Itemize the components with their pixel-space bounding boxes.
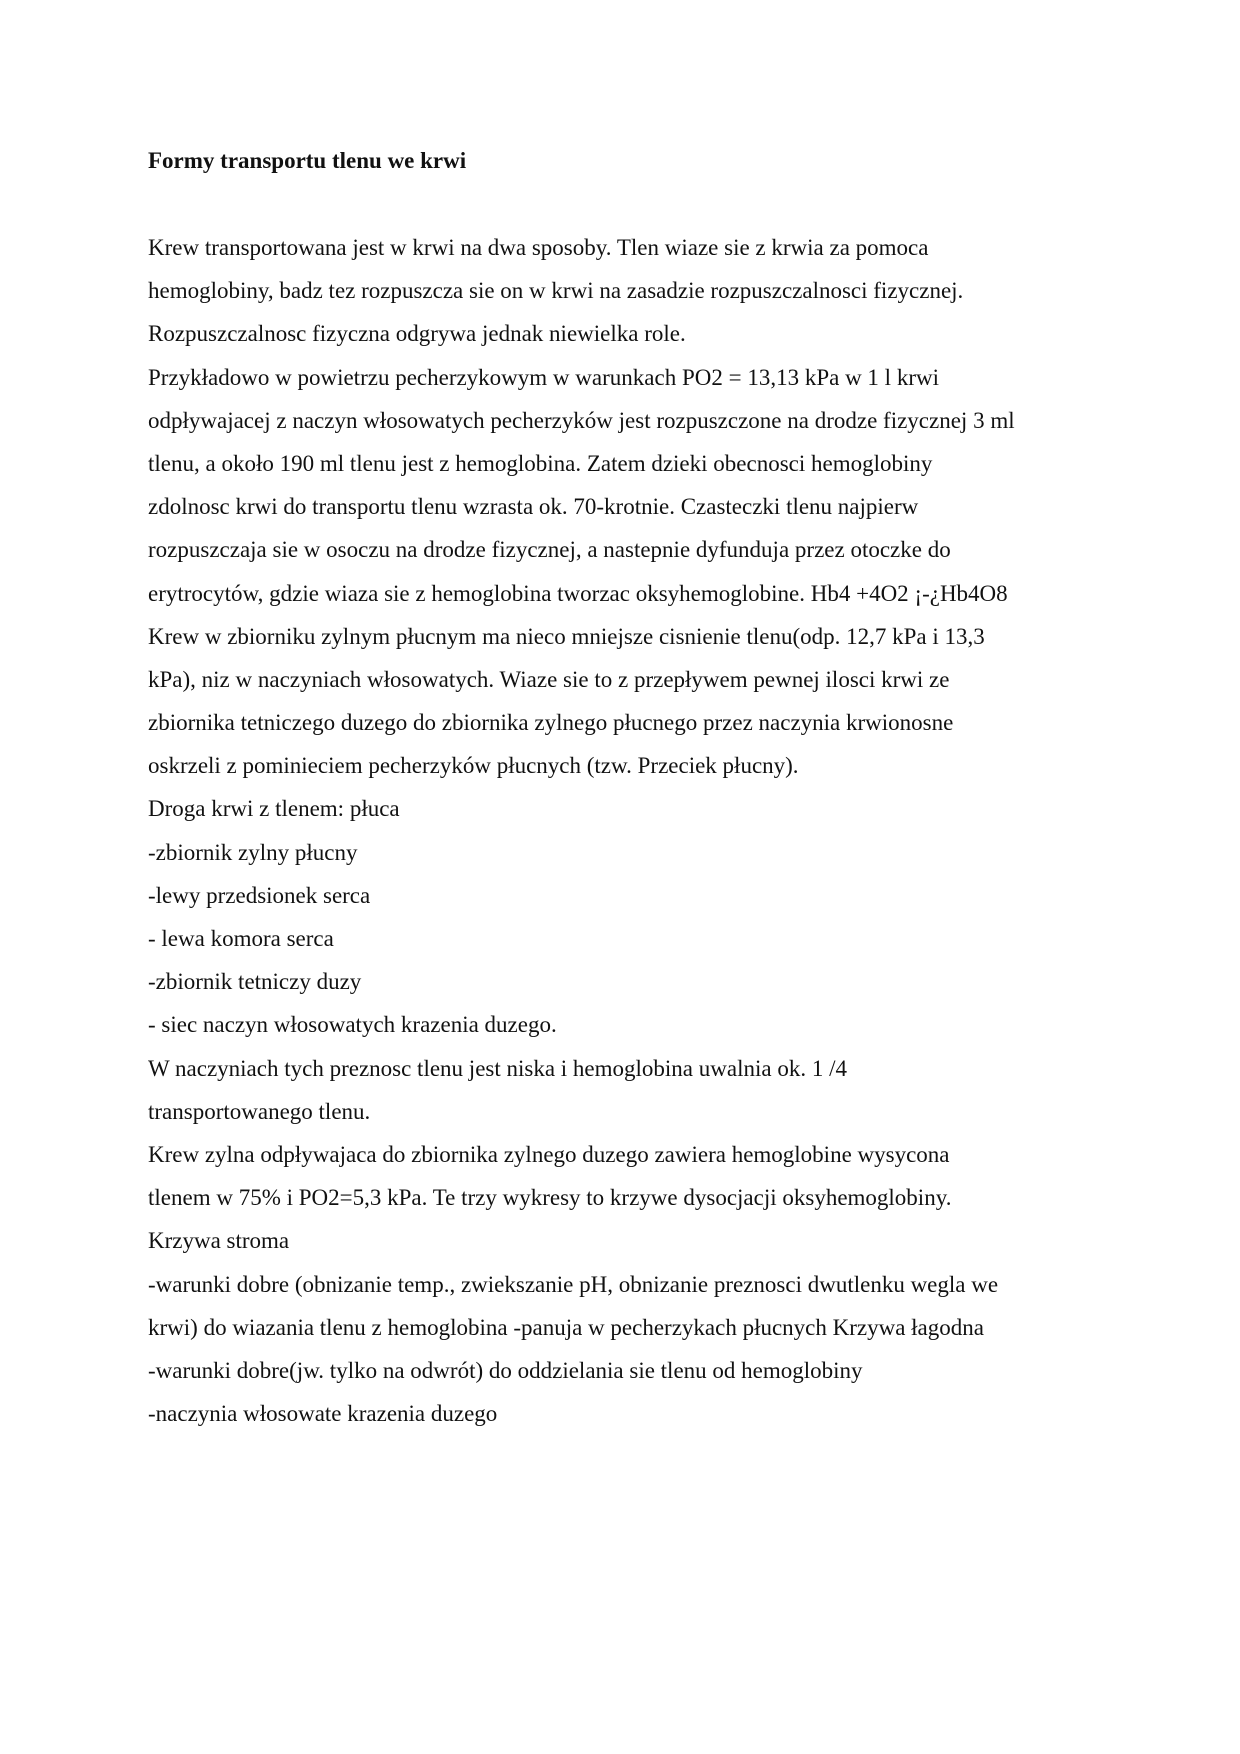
text-line-2: hemoglobiny, badz tez rozpuszcza sie on w krwi na zasadzie rozpuszczalnosci fizycznej. (148, 278, 964, 304)
text-line-28: -naczynia włosowate krazenia duzego (148, 1401, 498, 1427)
text-line-5: odpływajacej z naczyn włosowatych pecherzyków jest rozpuszczone na drodze fizycznej 3 ml (148, 407, 1015, 433)
text-line-27: -warunki dobre(jw. tylko na odwrót) do oddzielania sie tlenu od hemoglobiny (148, 1357, 863, 1383)
text-line-8: rozpuszczaja sie w osoczu na drodze fizycznej, a nastepnie dyfunduja przez otoczke do (148, 537, 951, 563)
text-line-21: transportowanego tlenu. (148, 1098, 371, 1124)
text-line-12: zbiornika tetniczego duzego do zbiornika zylnego płucnego przez naczynia krwionosne (148, 710, 954, 736)
document-title: Formy transportu tlenu we krwi (148, 148, 467, 173)
text-line-11: kPa), niz w naczyniach włosowatych. Wiaze sie to z przepływem pewnej ilosci krwi ze (148, 666, 950, 692)
text-line-24: Krzywa stroma (148, 1228, 290, 1254)
text-line-3: Rozpuszczalnosc fizyczna odgrywa jednak niewielka role. (148, 321, 686, 347)
text-line-17: - lewa komora serca (148, 926, 334, 951)
text-line-22: Krew zylna odpływajaca do zbiornika zylnego duzego zawiera hemoglobine wysycona (148, 1141, 950, 1167)
text-line-14: Droga krwi z tlenem: płuca (148, 796, 400, 822)
text-line-4: Przykładowo w powietrzu pecherzykowym w warunkach PO2 = 13,13 kPa w 1 l krwi (148, 364, 939, 390)
text-lines (148, 226, 1108, 1435)
text-line-9: erytrocytów, gdzie wiaza sie z hemoglobina tworzac oksyhemoglobine. Hb4 +4O2 ¡-¿Hb4O8 (148, 580, 1008, 606)
text-line-1: Krew transportowana jest w krwi na dwa sposoby. Tlen wiaze sie z krwia za pomoca (148, 235, 929, 260)
text-line-7: zdolnosc krwi do transportu tlenu wzrasta ok. 70-krotnie. Czasteczki tlenu najpierw (148, 494, 919, 520)
text-line-26: krwi) do wiazania tlenu z hemoglobina -panuja w pecherzykach płucnych Krzywa łagodna (148, 1314, 984, 1340)
text-line-23: tlenem w 75% i PO2=5,3 kPa. Te trzy wykresy to krzywe dysocjacji oksyhemoglobiny. (148, 1185, 952, 1211)
document-body (148, 146, 1108, 1435)
text-line-16: -lewy przedsionek serca (148, 882, 371, 908)
text-line-13: oskrzeli z pominieciem pecherzyków płucnych (tzw. Przeciek płucny). (148, 753, 799, 779)
text-line-25: -warunki dobre (obnizanie temp., zwiekszanie pH, obnizanie preznosci dwutlenku wegla we (148, 1271, 999, 1297)
text-line-6: tlenu, a około 190 ml tlenu jest z hemoglobina. Zatem dzieki obecnosci hemoglobiny (148, 450, 933, 476)
text-line-15: -zbiornik zylny płucny (148, 839, 358, 865)
text-line-19: - siec naczyn włosowatych krazenia duzego. (148, 1012, 557, 1038)
text-line-20: W naczyniach tych preznosc tlenu jest niska i hemoglobina uwalnia ok. 1 /4 (148, 1055, 847, 1081)
text-line-10: Krew w zbiorniku zylnym płucnym ma nieco mniejsze cisnienie tlenu(odp. 12,7 kPa i 13,3 (148, 623, 985, 649)
text-line-18: -zbiornik tetniczy duzy (148, 969, 362, 995)
